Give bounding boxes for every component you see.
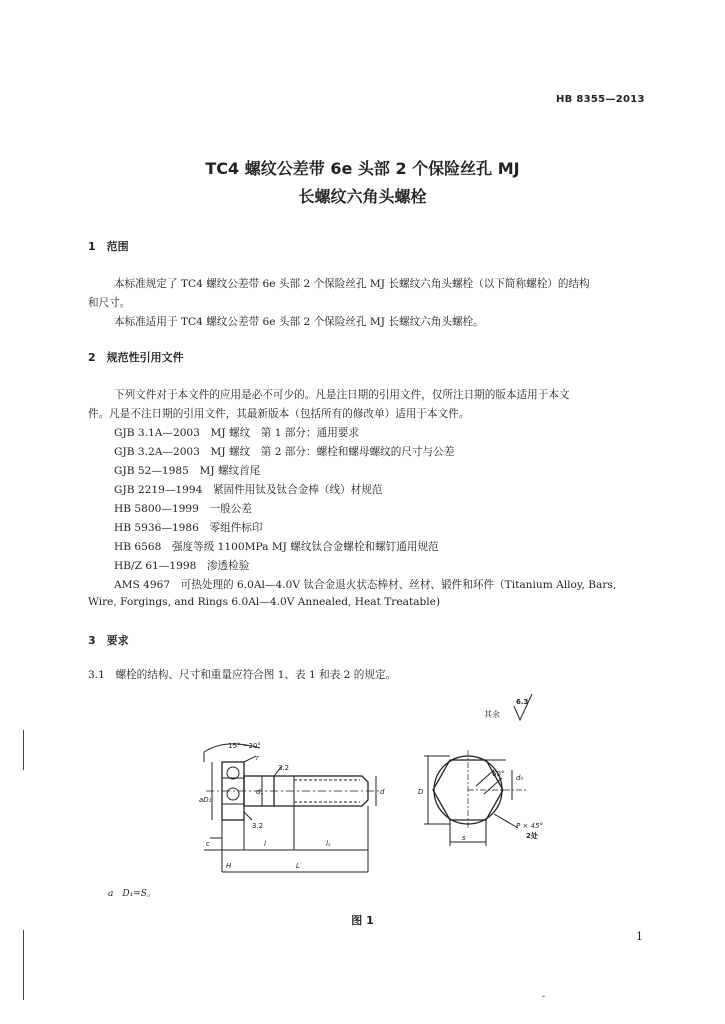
roughness-small-label-2: 3.2 [252, 822, 264, 830]
d-head-label: D [418, 788, 424, 796]
reference-item: HB 5936—1986 零组件标印 [114, 522, 263, 534]
l-label: l [264, 840, 266, 848]
roughness-small-label: 3.2 [278, 764, 290, 772]
dh-label: dₕ [516, 774, 524, 782]
bolt-drawing [0, 690, 725, 890]
radius-label: r [256, 754, 259, 762]
d1-shank-label: d₁ [256, 788, 264, 796]
reference-item: GJB 3.2A—2003 MJ 螺纹 第 2 部分：螺栓和螺母螺纹的尺寸与公差 [114, 446, 455, 458]
reference-item: AMS 4967 可热处理的 6.0Al—4.0V 钛合金退火状态棒材、丝材、锻件和环件（Titanium Alloy, Bars, [114, 579, 617, 591]
title-line-1: TC4 螺纹公差带 6e 头部 2 个保险丝孔 MJ [205, 159, 520, 178]
scan-margin-line [23, 930, 24, 1000]
section-1-heading: 1 范围 [88, 240, 129, 253]
reference-item: HB 6568 强度等级 1100MPa MJ 螺纹钛合金螺栓和螺钉通用规范 [114, 541, 439, 553]
reference-item: GJB 3.1A—2003 MJ 螺纹 第 1 部分：通用要求 [114, 427, 359, 439]
d1-head-label: aD₁ [199, 796, 212, 804]
footer-mark: - [542, 992, 546, 1002]
angle-label: 15° ~20° [228, 742, 261, 750]
two-places-label: 2处 [526, 832, 538, 840]
clause-3-1: 3.1 螺栓的结构、尺寸和重量应符合图 1、表 1 和表 2 的规定。 [88, 669, 397, 681]
section-1-para-2: 本标准适用于 TC4 螺纹公差带 6e 头部 2 个保险丝孔 MJ 长螺纹六角头螺栓。 [114, 316, 484, 328]
ls-label: lₛ [326, 840, 331, 848]
section-1-para-1-line-1: 本标准规定了 TC4 螺纹公差带 6e 头部 2 个保险丝孔 MJ 长螺纹六角头螺栓（以下简称螺栓）的结构 [114, 278, 590, 290]
page-number: 1 [636, 930, 643, 943]
reference-item-continued: Wire, Forgings, and Rings 6.0Al—4.0V Annealed, Heat Treatable) [88, 596, 441, 608]
reference-item: HB/Z 61—1998 渗透检验 [114, 560, 250, 572]
angle-60-label: 60° [492, 770, 505, 778]
chamfer-label: P × 45° [516, 822, 543, 830]
h-label: H [226, 862, 232, 870]
section-1-para-1-line-2: 和尺寸。 [88, 297, 131, 309]
reference-item: GJB 52—1985 MJ 螺纹首尾 [114, 465, 261, 477]
lockwire-hole-1 [227, 767, 239, 779]
section-2-intro-line-2: 件。凡是不注日期的引用文件，其最新版本（包括所有的修改单）适用于本文件。 [88, 408, 470, 420]
title-line-2: 长螺纹六角头螺栓 [298, 187, 427, 206]
standard-number: HB 8355—2013 [556, 94, 645, 105]
figure-caption: 图 1 [351, 914, 374, 927]
section-3-heading: 3 要求 [88, 634, 129, 647]
c-label: c [206, 840, 210, 848]
reference-item: GJB 2219—1994 紧固件用钛及钛合金棒（线）材规范 [114, 484, 383, 496]
figure-footnote: a D₁=S。 [108, 889, 156, 899]
s-label: s [462, 834, 466, 842]
roughness-label: 其余 [484, 710, 500, 719]
section-2-intro-line-1: 下列文件对于本文件的应用是必不可少的。凡是注日期的引用文件，仅所注日期的版本适用于本文 [114, 389, 570, 401]
section-2-heading: 2 规范性引用文件 [88, 351, 184, 364]
d-label: d [380, 788, 385, 796]
roughness-value: 6.3 [516, 698, 529, 706]
lockwire-hole-2 [227, 788, 239, 800]
total-length-label: L [296, 862, 300, 870]
reference-item: HB 5800—1999 一般公差 [114, 503, 252, 515]
scan-margin-line [23, 730, 24, 770]
